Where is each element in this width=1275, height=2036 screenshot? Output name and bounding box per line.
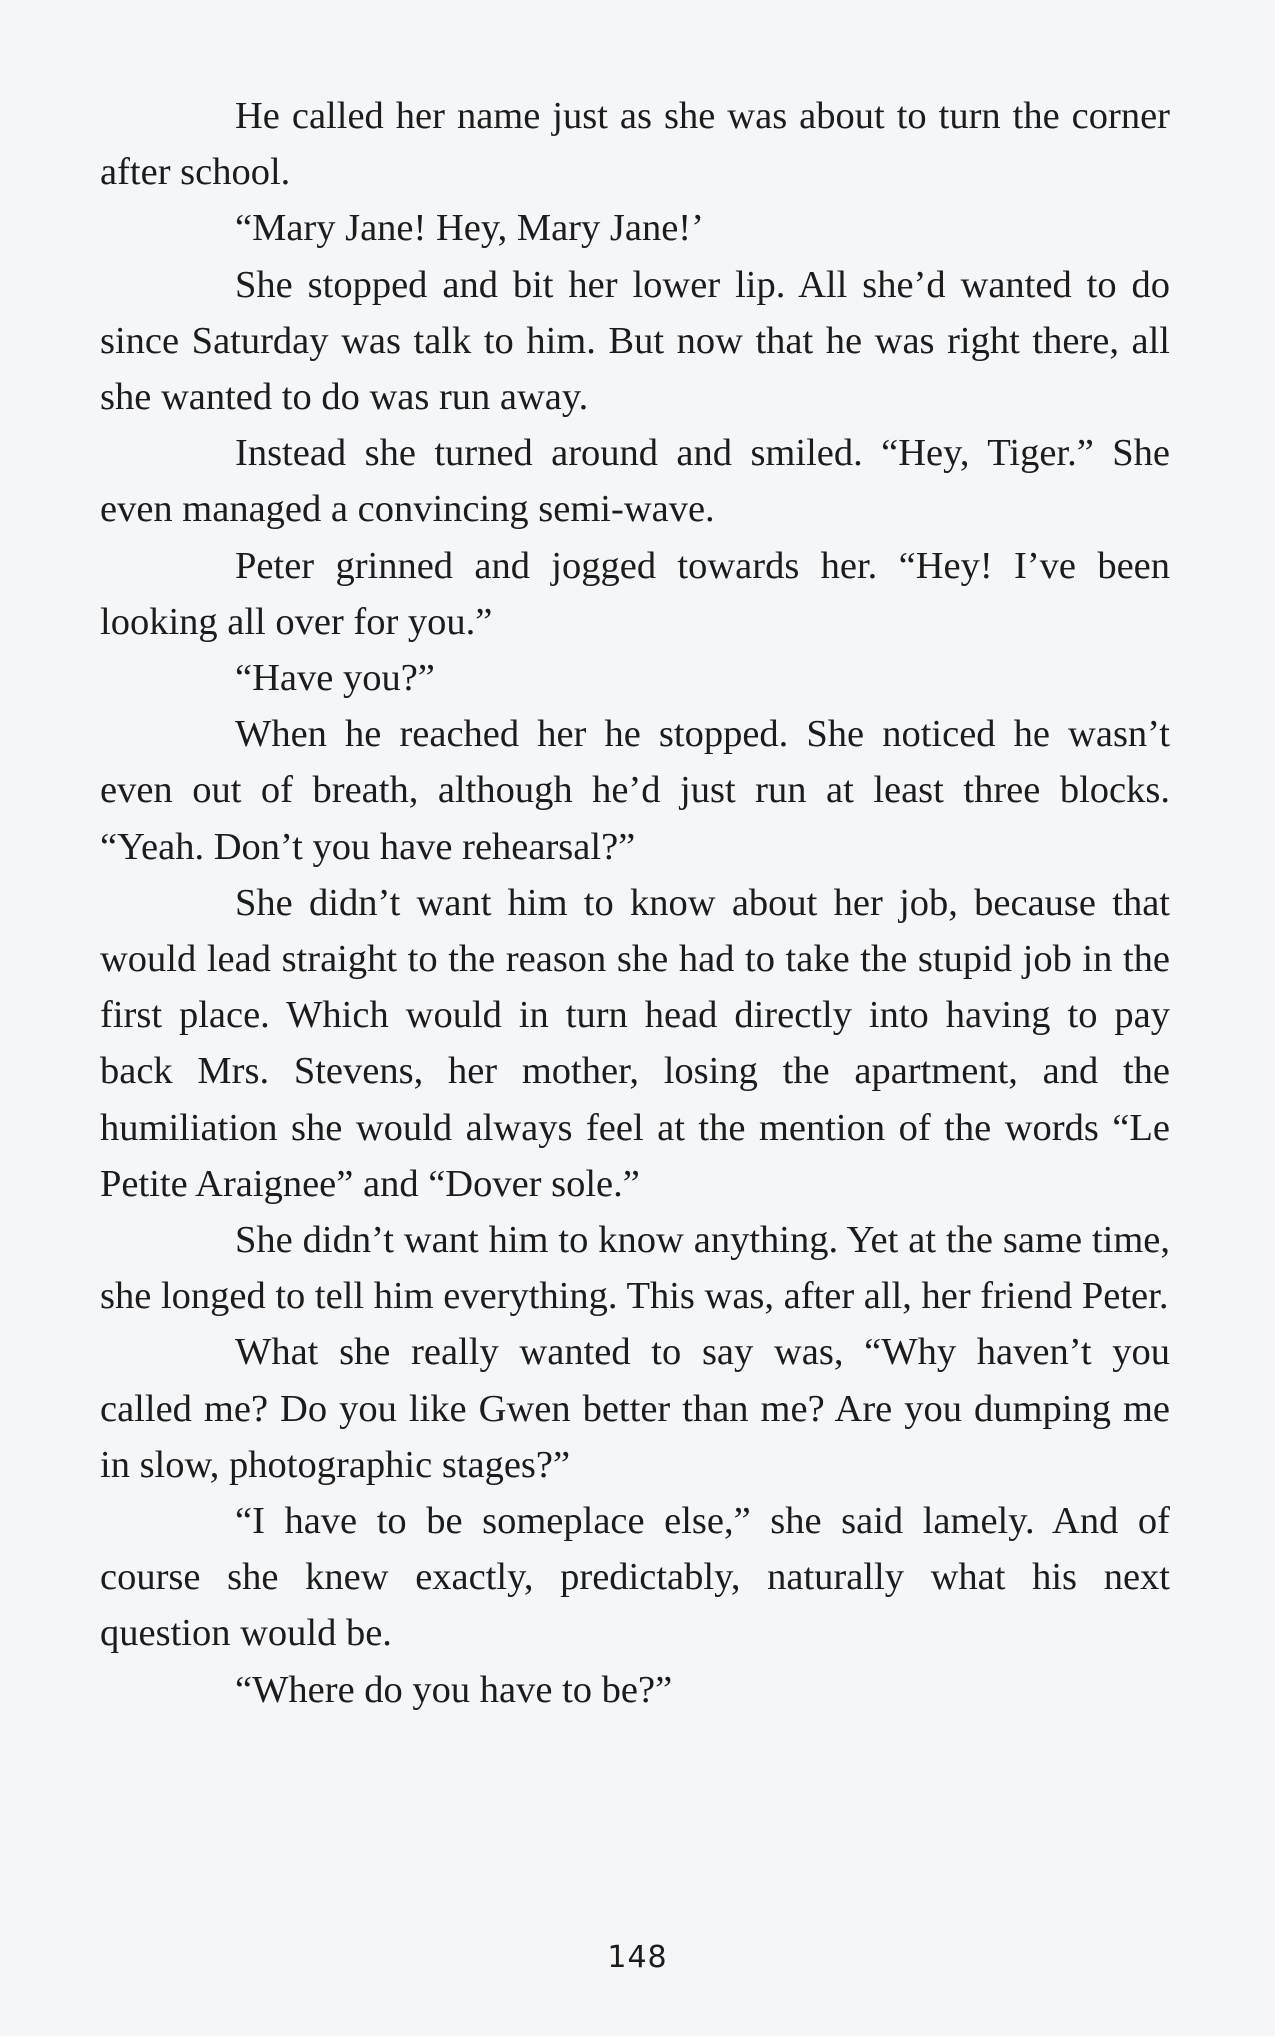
paragraph: She didn’t want him to know about her job, because that would lead straight to the reason she had to take the stupid job in the first place. Which would in turn head directly into having to pay back Mrs. Stevens, her mother, losing the apartment, and the humiliation she would always feel at the mention of the words “Le Petite Araignee” and “Dover sole.”	[100, 881, 1170, 1205]
page-number: 148	[607, 1940, 668, 1975]
paragraph: “Mary Jane! Hey, Mary Jane!’	[235, 207, 704, 250]
paragraph: He called her name just as she was about to turn the corner after school.	[100, 95, 1170, 194]
paragraph: “Where do you have to be?”	[235, 1668, 673, 1711]
paragraph: When he reached her he stopped. She noticed he wasn’t even out of breath, although he’d just run at least three blocks. “Yeah. Don’t you have rehearsal?”	[100, 713, 1170, 868]
paragraph: “I have to be someplace else,” she said lamely. And of course she knew exactly, predictably, naturally what his next question would be.	[100, 1500, 1170, 1655]
paragraph: She stopped and bit her lower lip. All she’d wanted to do since Saturday was talk to him. But now that he was right there, all she wanted to do was run away.	[100, 263, 1170, 419]
paragraph: Instead she turned around and smiled. “Hey, Tiger.” She even managed a convincing semi-wave.	[100, 432, 1170, 531]
paragraph: She didn’t want him to know anything. Yet at the same time, she longed to tell him everything. This was, after all, her friend Peter.	[100, 1219, 1170, 1318]
paragraph: Peter grinned and jogged towards her. “Hey! I’ve been looking all over for you.”	[100, 544, 1170, 643]
body-text	[100, 88, 1170, 1718]
paragraph: “Have you?”	[235, 657, 435, 700]
paragraph: What she really wanted to say was, “Why haven’t you called me? Do you like Gwen better than me? Are you dumping me in slow, photographic stages?”	[100, 1331, 1170, 1486]
